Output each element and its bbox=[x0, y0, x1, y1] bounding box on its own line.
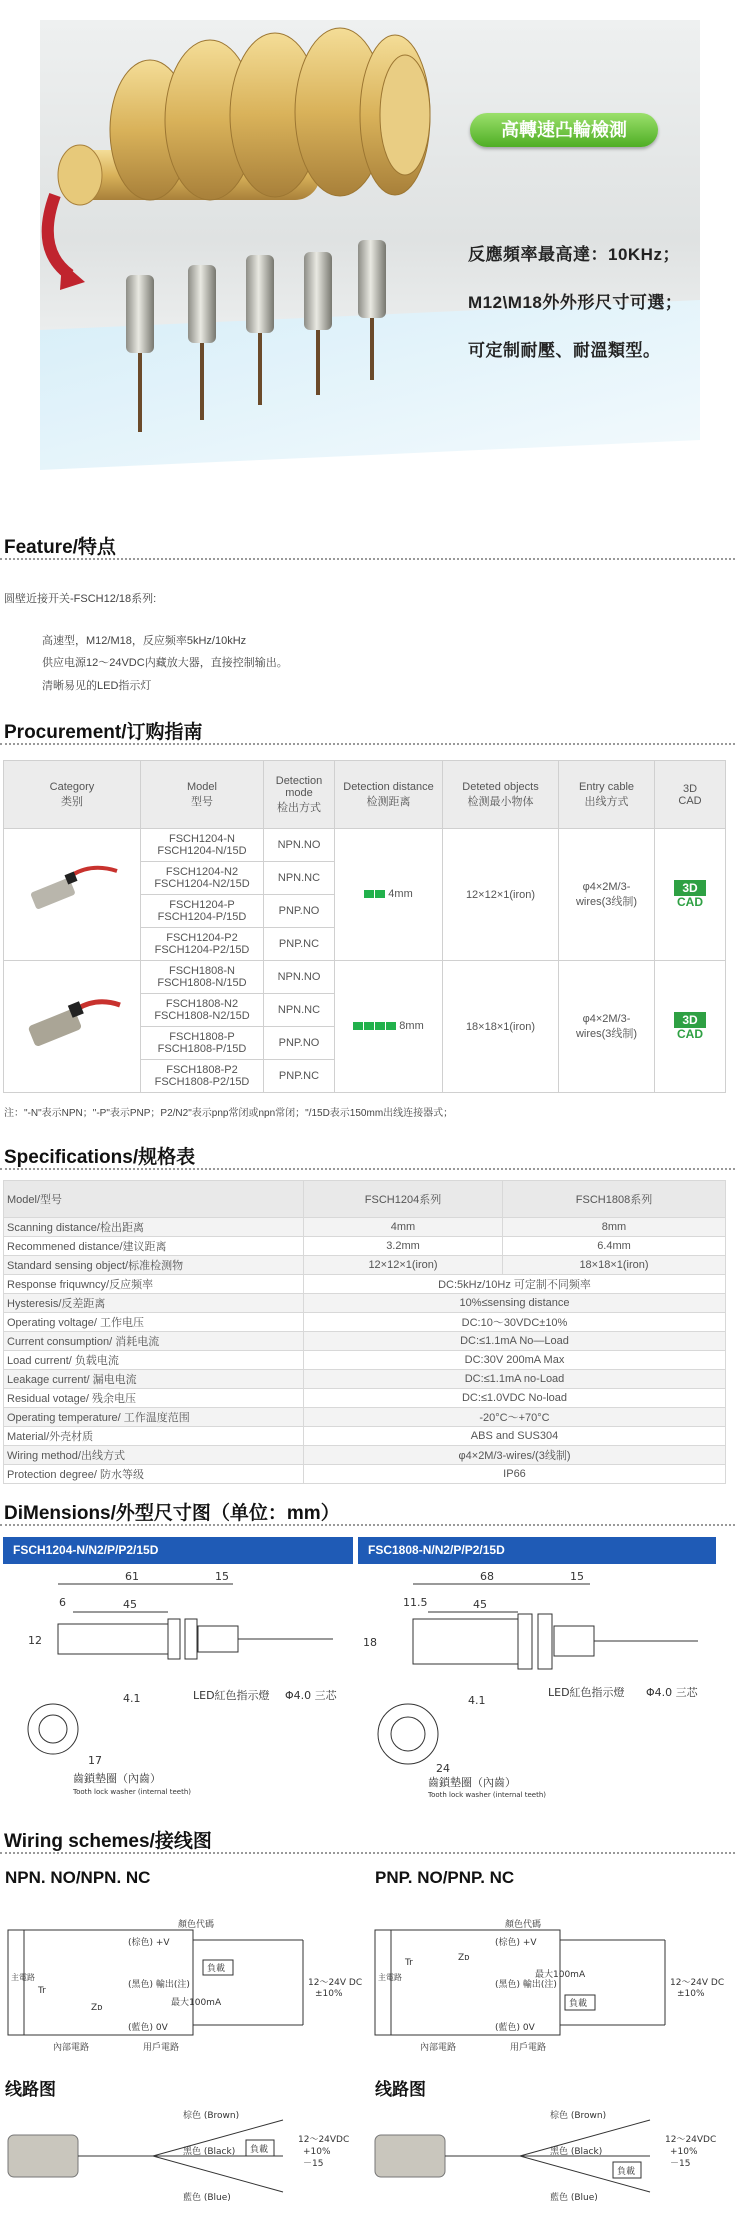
hero-line-1: 反應頻率最高達：10KHz； bbox=[468, 245, 680, 264]
procurement-table bbox=[3, 760, 726, 1093]
distance-cell: 8mm bbox=[335, 961, 443, 1093]
dim-value: 45 bbox=[473, 1598, 487, 1611]
spec-value: 12×12×1(iron) bbox=[304, 1256, 503, 1275]
table-row bbox=[4, 1351, 726, 1370]
supply-tolerance-minus: －15 bbox=[670, 2159, 691, 2169]
black-wire-label: 黑色 (Black) bbox=[183, 2147, 236, 2157]
dim-value: 15 bbox=[215, 1570, 229, 1583]
supply-tolerance-plus: +10% bbox=[670, 2147, 698, 2157]
feature-heading: Feature/特点 bbox=[4, 537, 116, 558]
load-label: 負載 bbox=[207, 1964, 226, 1974]
cable-cell: φ4×2M/3- wires(3线制) bbox=[559, 961, 655, 1093]
black-label: (黑色) 輸出(注) bbox=[495, 1980, 557, 1990]
max-current-label: 最大100mA bbox=[171, 1998, 222, 2008]
spec-label: Operating temperature/ 工作温度范围 bbox=[4, 1408, 304, 1427]
mode-cell: PNP.NC bbox=[264, 928, 335, 961]
dimension-title: FSCH1204-N/N2/P/P2/15D bbox=[3, 1537, 353, 1564]
dimension-title: FSC1808-N/N2/P/P2/15D bbox=[358, 1537, 716, 1564]
header-cad: 3D CAD bbox=[655, 761, 726, 829]
pnp-schematic bbox=[370, 1895, 725, 2065]
load-label: 負載 bbox=[617, 2167, 636, 2177]
mode-cell: NPN.NC bbox=[264, 862, 335, 895]
color-code-label: 顏色代碼 bbox=[505, 1920, 542, 1930]
distance-cell: 4mm bbox=[335, 829, 443, 961]
table-row bbox=[4, 1237, 726, 1256]
load-label: 負載 bbox=[569, 1999, 588, 2009]
pnp-title: PNP. NO/PNP. NC bbox=[375, 1868, 515, 1887]
spec-value: 3.2mm bbox=[304, 1237, 503, 1256]
spec-value: ABS and SUS304 bbox=[304, 1427, 726, 1446]
blue-wire-label: 藍色 (Blue) bbox=[550, 2193, 598, 2203]
cad-download[interactable]: 3D CAD bbox=[655, 829, 726, 961]
spec-label: Load current/ 负载电流 bbox=[4, 1351, 304, 1370]
supply-label: 12～24V DC bbox=[670, 1978, 725, 1988]
spec-label: Residual votage/ 残余电压 bbox=[4, 1389, 304, 1408]
distance-bar bbox=[364, 889, 385, 901]
supply-tolerance: ±10% bbox=[315, 1989, 343, 1999]
wiring-heading: Wiring schemes/接线图 bbox=[4, 1831, 212, 1852]
supply-tolerance: ±10% bbox=[677, 1989, 705, 1999]
spec-label: Recommened distance/建议距离 bbox=[4, 1237, 304, 1256]
black-wire-label: 黑色 (Black) bbox=[550, 2147, 603, 2157]
hero-banner bbox=[0, 0, 735, 495]
spec-header-1204: FSCH1204系列 bbox=[304, 1181, 503, 1218]
tr-label: Tr bbox=[38, 1986, 46, 1996]
blue-label: (藍色) 0V bbox=[128, 2023, 168, 2033]
dim-value: 17 bbox=[88, 1754, 102, 1767]
table-row bbox=[4, 1446, 726, 1465]
procurement-divider bbox=[0, 743, 735, 745]
washer-label-en: Tooth lock washer (internal teeth) bbox=[73, 1788, 192, 1796]
spec-label: Current consumption/ 消耗电流 bbox=[4, 1332, 304, 1351]
specifications-divider bbox=[0, 1168, 735, 1170]
main-circuit-label: 主電路 bbox=[378, 1973, 402, 1982]
mode-cell: PNP.NO bbox=[264, 895, 335, 928]
table-row bbox=[4, 829, 726, 862]
table-row bbox=[4, 1332, 726, 1351]
line-diagram-left bbox=[3, 2100, 353, 2230]
feature-item: 高速型，M12/M18，反应频率5kHz/10kHz bbox=[42, 635, 247, 647]
spec-label: Protection degree/ 防水等级 bbox=[4, 1465, 304, 1484]
spec-value: -20°C～+70°C bbox=[304, 1408, 726, 1427]
specifications-table bbox=[3, 1180, 726, 1484]
npn-schematic bbox=[3, 1895, 363, 2065]
distance-bar bbox=[353, 1021, 396, 1033]
dim-value: 11.5 bbox=[403, 1596, 428, 1609]
feature-item: 清晰易见的LED指示灯 bbox=[42, 680, 152, 692]
model-cell: FSCH1808-N2 FSCH1808-N2/15D bbox=[141, 994, 264, 1027]
spec-label: Standard sensing object/标准检测物 bbox=[4, 1256, 304, 1275]
spec-header-model: Model/型号 bbox=[4, 1181, 304, 1218]
mode-cell: NPN.NO bbox=[264, 961, 335, 994]
color-code-label: 顏色代碼 bbox=[178, 1920, 215, 1930]
table-row bbox=[4, 1465, 726, 1484]
hero-line-3: 可定制耐壓、耐溫類型。 bbox=[468, 341, 661, 360]
model-cell: FSCH1808-P2 FSCH1808-P2/15D bbox=[141, 1060, 264, 1093]
spec-value: 10%≤sensing distance bbox=[304, 1294, 726, 1313]
procurement-header-row bbox=[4, 761, 726, 829]
load-label: 負載 bbox=[250, 2145, 269, 2155]
spec-label: Hysteresis/反差距离 bbox=[4, 1294, 304, 1313]
supply-label: 12～24VDC bbox=[665, 2135, 717, 2145]
spec-value: 18×18×1(iron) bbox=[503, 1256, 726, 1275]
dim-value: 18 bbox=[363, 1636, 377, 1649]
product-image bbox=[4, 829, 141, 961]
spec-label: Operating voltage/ 工作电压 bbox=[4, 1313, 304, 1332]
spec-value: 4mm bbox=[304, 1218, 503, 1237]
mode-cell: NPN.NO bbox=[264, 829, 335, 862]
spec-value: 8mm bbox=[503, 1218, 726, 1237]
brown-wire-label: 棕色 (Brown) bbox=[550, 2111, 607, 2121]
spec-value: DC:≤1.1mA No—Load bbox=[304, 1332, 726, 1351]
model-cell: FSCH1808-P FSCH1808-P/15D bbox=[141, 1027, 264, 1060]
spec-label: Material/外壳材质 bbox=[4, 1427, 304, 1446]
table-row bbox=[4, 1294, 726, 1313]
max-current-label: 最大100mA bbox=[535, 1970, 586, 1980]
table-row bbox=[4, 1389, 726, 1408]
dimension-drawing bbox=[3, 1564, 353, 1807]
mode-cell: PNP.NO bbox=[264, 1027, 335, 1060]
cable-cell: φ4×2M/3- wires(3线制) bbox=[559, 829, 655, 961]
feature-item: 供应电源12～24VDC内藏放大器，直接控制输出。 bbox=[42, 657, 288, 669]
cable-label: Φ4.0 三芯 bbox=[285, 1689, 337, 1702]
zd-label: Zᴅ bbox=[91, 2003, 103, 2013]
dim-value: 68 bbox=[480, 1570, 494, 1583]
dimensions-heading: DiMensions/外型尺寸图（单位：mm） bbox=[4, 1503, 340, 1524]
dim-value: 4.1 bbox=[468, 1694, 486, 1707]
spec-label: Leakage current/ 漏电电流 bbox=[4, 1370, 304, 1389]
mode-cell: PNP.NC bbox=[264, 1060, 335, 1093]
spec-header-row bbox=[4, 1181, 726, 1218]
spec-header-1808: FSCH1808系列 bbox=[503, 1181, 726, 1218]
spec-value: DC:10～30VDC±10% bbox=[304, 1313, 726, 1332]
inner-circuit-label: 內部電路 bbox=[53, 2043, 90, 2053]
supply-tolerance-minus: －15 bbox=[303, 2159, 324, 2169]
table-row bbox=[4, 1256, 726, 1275]
table-row bbox=[4, 1313, 726, 1332]
dimension-panel-left bbox=[3, 1537, 353, 1807]
procurement-heading: Procurement/订购指南 bbox=[4, 722, 203, 743]
dim-value: 6 bbox=[59, 1596, 66, 1609]
feature-divider bbox=[0, 558, 735, 560]
mode-cell: NPN.NC bbox=[264, 994, 335, 1027]
header-category: Category 类别 bbox=[4, 761, 141, 829]
spec-value: DC:≤1.1mA no-Load bbox=[304, 1370, 726, 1389]
spec-label: Scanning distance/检出距离 bbox=[4, 1218, 304, 1237]
spec-label: Response friquwncy/反应频率 bbox=[4, 1275, 304, 1294]
npn-title: NPN. NO/NPN. NC bbox=[5, 1868, 151, 1887]
dim-value: 61 bbox=[125, 1570, 139, 1583]
dim-value: 15 bbox=[570, 1570, 584, 1583]
specifications-heading: Specifications/规格表 bbox=[4, 1147, 196, 1168]
brown-label: (棕色) +V bbox=[495, 1938, 537, 1948]
header-cable: Entry cable 出线方式 bbox=[559, 761, 655, 829]
objects-cell: 12×12×1(iron) bbox=[443, 829, 559, 961]
cable-label: Φ4.0 三芯 bbox=[646, 1686, 698, 1699]
brown-label: (棕色) +V bbox=[128, 1938, 170, 1948]
wiring-divider bbox=[0, 1852, 735, 1854]
cad-download[interactable]: 3D CAD bbox=[655, 961, 726, 1093]
header-model: Model 型号 bbox=[141, 761, 264, 829]
line-diagram-title-left: 线路图 bbox=[5, 2080, 56, 2099]
blue-label: (藍色) 0V bbox=[495, 2023, 535, 2033]
washer-label-en: Tooth lock washer (internal teeth) bbox=[428, 1791, 547, 1799]
blue-wire-label: 藍色 (Blue) bbox=[183, 2193, 231, 2203]
model-cell: FSCH1204-P2 FSCH1204-P2/15D bbox=[141, 928, 264, 961]
line-diagram-right bbox=[370, 2100, 720, 2230]
spec-value: DC:≤1.0VDC No-load bbox=[304, 1389, 726, 1408]
hero-badge: 高轉速凸輪檢測 bbox=[470, 113, 658, 147]
spec-value: IP66 bbox=[304, 1465, 726, 1484]
supply-label: 12～24V DC bbox=[308, 1978, 363, 1988]
header-objects: Deteted objects 检测最小物体 bbox=[443, 761, 559, 829]
model-cell: FSCH1808-N FSCH1808-N/15D bbox=[141, 961, 264, 994]
hero-line-2: M12\M18外外形尺寸可選； bbox=[468, 293, 683, 312]
dimension-drawing bbox=[358, 1564, 716, 1807]
table-row bbox=[4, 1370, 726, 1389]
washer-label: 齒鎖墊圈（內齒） bbox=[73, 1772, 161, 1785]
dim-value: 24 bbox=[436, 1762, 450, 1775]
main-circuit-label: 主電路 bbox=[11, 1973, 35, 1982]
dim-value: 45 bbox=[123, 1598, 137, 1611]
sensor-photo bbox=[22, 995, 122, 1055]
table-row bbox=[4, 1427, 726, 1446]
model-cell: FSCH1204-N2 FSCH1204-N2/15D bbox=[141, 862, 264, 895]
led-label: LED紅色指示燈 bbox=[548, 1686, 625, 1699]
spec-value: DC:5kHz/10Hz 可定制不同频率 bbox=[304, 1275, 726, 1294]
model-cell: FSCH1204-P FSCH1204-P/15D bbox=[141, 895, 264, 928]
table-row bbox=[4, 961, 726, 994]
spec-value: DC:30V 200mA Max bbox=[304, 1351, 726, 1370]
header-distance: Detection distance 检测距离 bbox=[335, 761, 443, 829]
procurement-note: 注："-N"表示NPN；"-P"表示PNP；P2/N2"表示pnp常闭或npn常闭；"/15D表示150mm出线连接器式； bbox=[4, 1108, 454, 1119]
line-diagram-title-right: 线路图 bbox=[375, 2080, 426, 2099]
black-label: (黑色) 輸出(注) bbox=[128, 1980, 190, 1990]
zd-label: Zᴅ bbox=[458, 1953, 470, 1963]
spec-value: 6.4mm bbox=[503, 1237, 726, 1256]
feature-intro: 圆壁近接开关-FSCH12/18系列: bbox=[4, 593, 157, 605]
table-row bbox=[4, 1275, 726, 1294]
model-cell: FSCH1204-N FSCH1204-N/15D bbox=[141, 829, 264, 862]
dim-value: 12 bbox=[28, 1634, 42, 1647]
product-image bbox=[4, 961, 141, 1093]
table-row bbox=[4, 1408, 726, 1427]
sensor-photo bbox=[22, 863, 122, 923]
supply-label: 12～24VDC bbox=[298, 2135, 350, 2145]
supply-tolerance-plus: +10% bbox=[303, 2147, 331, 2157]
dimensions-divider bbox=[0, 1524, 735, 1526]
led-label: LED紅色指示燈 bbox=[193, 1689, 270, 1702]
dim-value: 4.1 bbox=[123, 1692, 141, 1705]
dimension-panel-right bbox=[358, 1537, 716, 1807]
objects-cell: 18×18×1(iron) bbox=[443, 961, 559, 1093]
spec-label: Wiring method/出线方式 bbox=[4, 1446, 304, 1465]
spec-value: φ4×2M/3-wires/(3线制) bbox=[304, 1446, 726, 1465]
user-circuit-label: 用戶電路 bbox=[143, 2043, 180, 2053]
header-mode: Detection mode 检出方式 bbox=[264, 761, 335, 829]
washer-label: 齒鎖墊圈（內齒） bbox=[428, 1776, 516, 1789]
brown-wire-label: 棕色 (Brown) bbox=[183, 2111, 240, 2121]
table-row bbox=[4, 1218, 726, 1237]
tr-label: Tr bbox=[405, 1958, 413, 1968]
user-circuit-label: 用戶電路 bbox=[510, 2043, 547, 2053]
inner-circuit-label: 內部電路 bbox=[420, 2043, 457, 2053]
